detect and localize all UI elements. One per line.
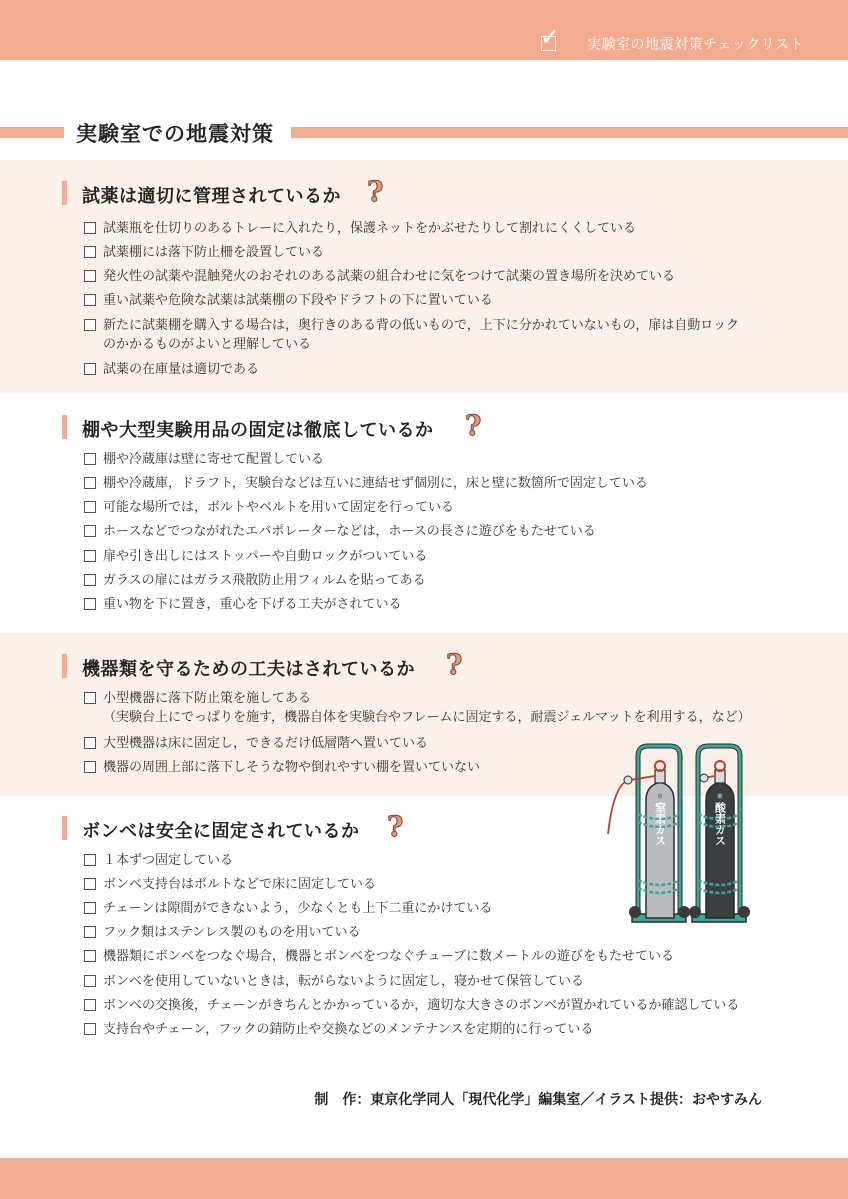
checkbox[interactable] <box>84 926 96 938</box>
section-title: 機器類を守るための工夫はされているか <box>82 659 415 680</box>
checkbox[interactable] <box>84 902 96 914</box>
checklist-item[interactable]: 試薬瓶を仕切りのあるトレーに入れたり，保護ネットをかぶせたりして割れにくくしている <box>84 219 636 238</box>
checkbox[interactable] <box>84 574 96 586</box>
cylinder-tag-left: 窒 <box>657 794 663 800</box>
checklist-item[interactable]: ボンベを使用していないときは，転がらないように固定し，寝かせて保管している <box>84 972 584 991</box>
checklist-item[interactable]: 可能な場所では，ボルトやベルトを用いて固定を行っている <box>84 498 454 517</box>
checkbox[interactable] <box>84 319 96 331</box>
checklist-item[interactable]: ボンベの交換後，チェーンがきちんとかかっているか，適切な大きさのボンベが置かれているか確認している <box>84 996 739 1015</box>
checkbox[interactable] <box>84 975 96 987</box>
checkbox[interactable] <box>84 270 96 282</box>
question-mark-icon: ? <box>465 409 482 442</box>
checklist-item[interactable]: 機器の周囲上部に落下しそうな物や倒れやすい棚を置いていない <box>84 758 480 777</box>
checkmark-icon: ✓ <box>540 23 561 51</box>
checklist-item[interactable]: 試薬棚には落下防止柵を設置している <box>84 243 324 262</box>
oxygen-cylinder <box>698 761 740 918</box>
nitrogen-cylinder <box>608 761 680 918</box>
checklist-item[interactable]: チェーンは隙間ができないよう，少なくとも上下二重にかけている <box>84 899 492 918</box>
checklist-item[interactable]: 新たに試薬棚を購入する場合は，奥行きのある背の低いもので，上下に分かれていないもの，扉は自動ロック のかかるものがよいと理解している <box>84 316 739 354</box>
checklist-item[interactable]: 大型機器は床に固定し，できるだけ低層階へ置いている <box>84 734 428 753</box>
cylinder-tag-right: 酸 <box>717 794 723 800</box>
checklist-item[interactable]: 扉や引き出しにはストッパーや自動ロックがついている <box>84 547 427 566</box>
heading-accent-bar <box>62 816 67 840</box>
checklist-item[interactable]: 小型機器に落下防止策を施してある （実験台上にでっぱりを施す，機器自体を実験台やフレームに固定する，耐震ジェルマットを利用する，など） <box>84 689 751 727</box>
heading-rule-right <box>291 127 848 138</box>
section-title: 試薬は適切に管理されているか <box>82 186 341 207</box>
question-mark-icon: ? <box>446 648 463 681</box>
checkbox[interactable] <box>84 294 96 306</box>
checkbox[interactable] <box>84 878 96 890</box>
header-bar <box>0 0 848 60</box>
section-title: ボンベは安全に固定されているか <box>82 821 360 842</box>
page-title: 実験室での地震対策 <box>76 121 274 146</box>
checkbox[interactable] <box>84 761 96 773</box>
checklist-item[interactable]: 重い物を下に置き，重心を下げる工夫がされている <box>84 595 401 614</box>
checkbox[interactable] <box>84 363 96 375</box>
checklist-item[interactable]: 棚や冷蔵庫は壁に寄せて配置している <box>84 450 324 469</box>
checkbox[interactable] <box>84 854 96 866</box>
checklist-item[interactable]: １本ずつ固定している <box>84 851 233 870</box>
section-title: 棚や大型実験用品の固定は徹底しているか <box>82 420 434 441</box>
checklist-item[interactable]: 機器類にボンベをつなぐ場合，機器とボンベをつなぐチューブに数メートルの遊びをもたせている <box>84 947 674 966</box>
checklist-item[interactable]: 支持台やチェーン，フックの錆防止や交換などのメンテナンスを定期的に行っている <box>84 1020 593 1039</box>
checkbox[interactable] <box>84 501 96 513</box>
checkbox[interactable] <box>84 692 96 704</box>
checkbox[interactable] <box>84 598 96 610</box>
heading-accent-bar <box>62 654 67 678</box>
checkbox[interactable] <box>84 477 96 489</box>
checkbox[interactable] <box>84 999 96 1011</box>
document-title: 実験室の地震対策チェックリスト <box>587 37 804 53</box>
checkbox[interactable] <box>84 246 96 258</box>
checkbox[interactable] <box>84 737 96 749</box>
checklist-item[interactable]: ホースなどでつながれたエバポレーターなどは，ホースの長さに遊びをもたせている <box>84 522 596 541</box>
credit-line: 制 作：東京化学同人「現代化学」編集室／イラスト提供：おやすみん <box>314 1092 762 1108</box>
checklist-item[interactable]: 試薬の在庫量は適切である <box>84 360 259 379</box>
footer-bar <box>0 1158 848 1199</box>
checklist-item[interactable]: 発火性の試薬や混触発火のおそれのある試薬の組合わせに気をつけて試薬の置き場所を決めている <box>84 267 675 286</box>
cylinder-label-left: 窒素ガス <box>653 802 667 846</box>
checkbox[interactable] <box>84 453 96 465</box>
cylinder-label-right: 酸素ガス <box>713 802 727 846</box>
checkbox[interactable] <box>84 222 96 234</box>
question-mark-icon: ? <box>387 810 404 843</box>
checklist-item[interactable]: 重い試薬や危険な試薬は試薬棚の下段やドラフトの下に置いている <box>84 291 493 310</box>
heading-accent-bar <box>62 181 67 205</box>
main-heading <box>0 114 848 150</box>
checkbox[interactable] <box>84 550 96 562</box>
question-mark-icon: ? <box>367 175 384 208</box>
heading-rule-left <box>0 127 64 138</box>
checklist-item[interactable]: ボンベ支持台はボルトなどで床に固定している <box>84 875 376 894</box>
gas-cylinder-illustration <box>600 742 770 932</box>
heading-accent-bar <box>62 415 67 439</box>
checkbox[interactable] <box>84 1023 96 1035</box>
checklist-item[interactable]: ガラスの扉にはガラス飛散防止用フィルムを貼ってある <box>84 571 426 590</box>
checklist-item[interactable]: 棚や冷蔵庫，ドラフト，実験台などは互いに連結せず個別に，床と壁に数箇所で固定している <box>84 474 648 493</box>
checkbox[interactable] <box>84 950 96 962</box>
checklist-item[interactable]: フック類はステンレス製のものを用いている <box>84 923 360 942</box>
checkbox[interactable] <box>84 525 96 537</box>
